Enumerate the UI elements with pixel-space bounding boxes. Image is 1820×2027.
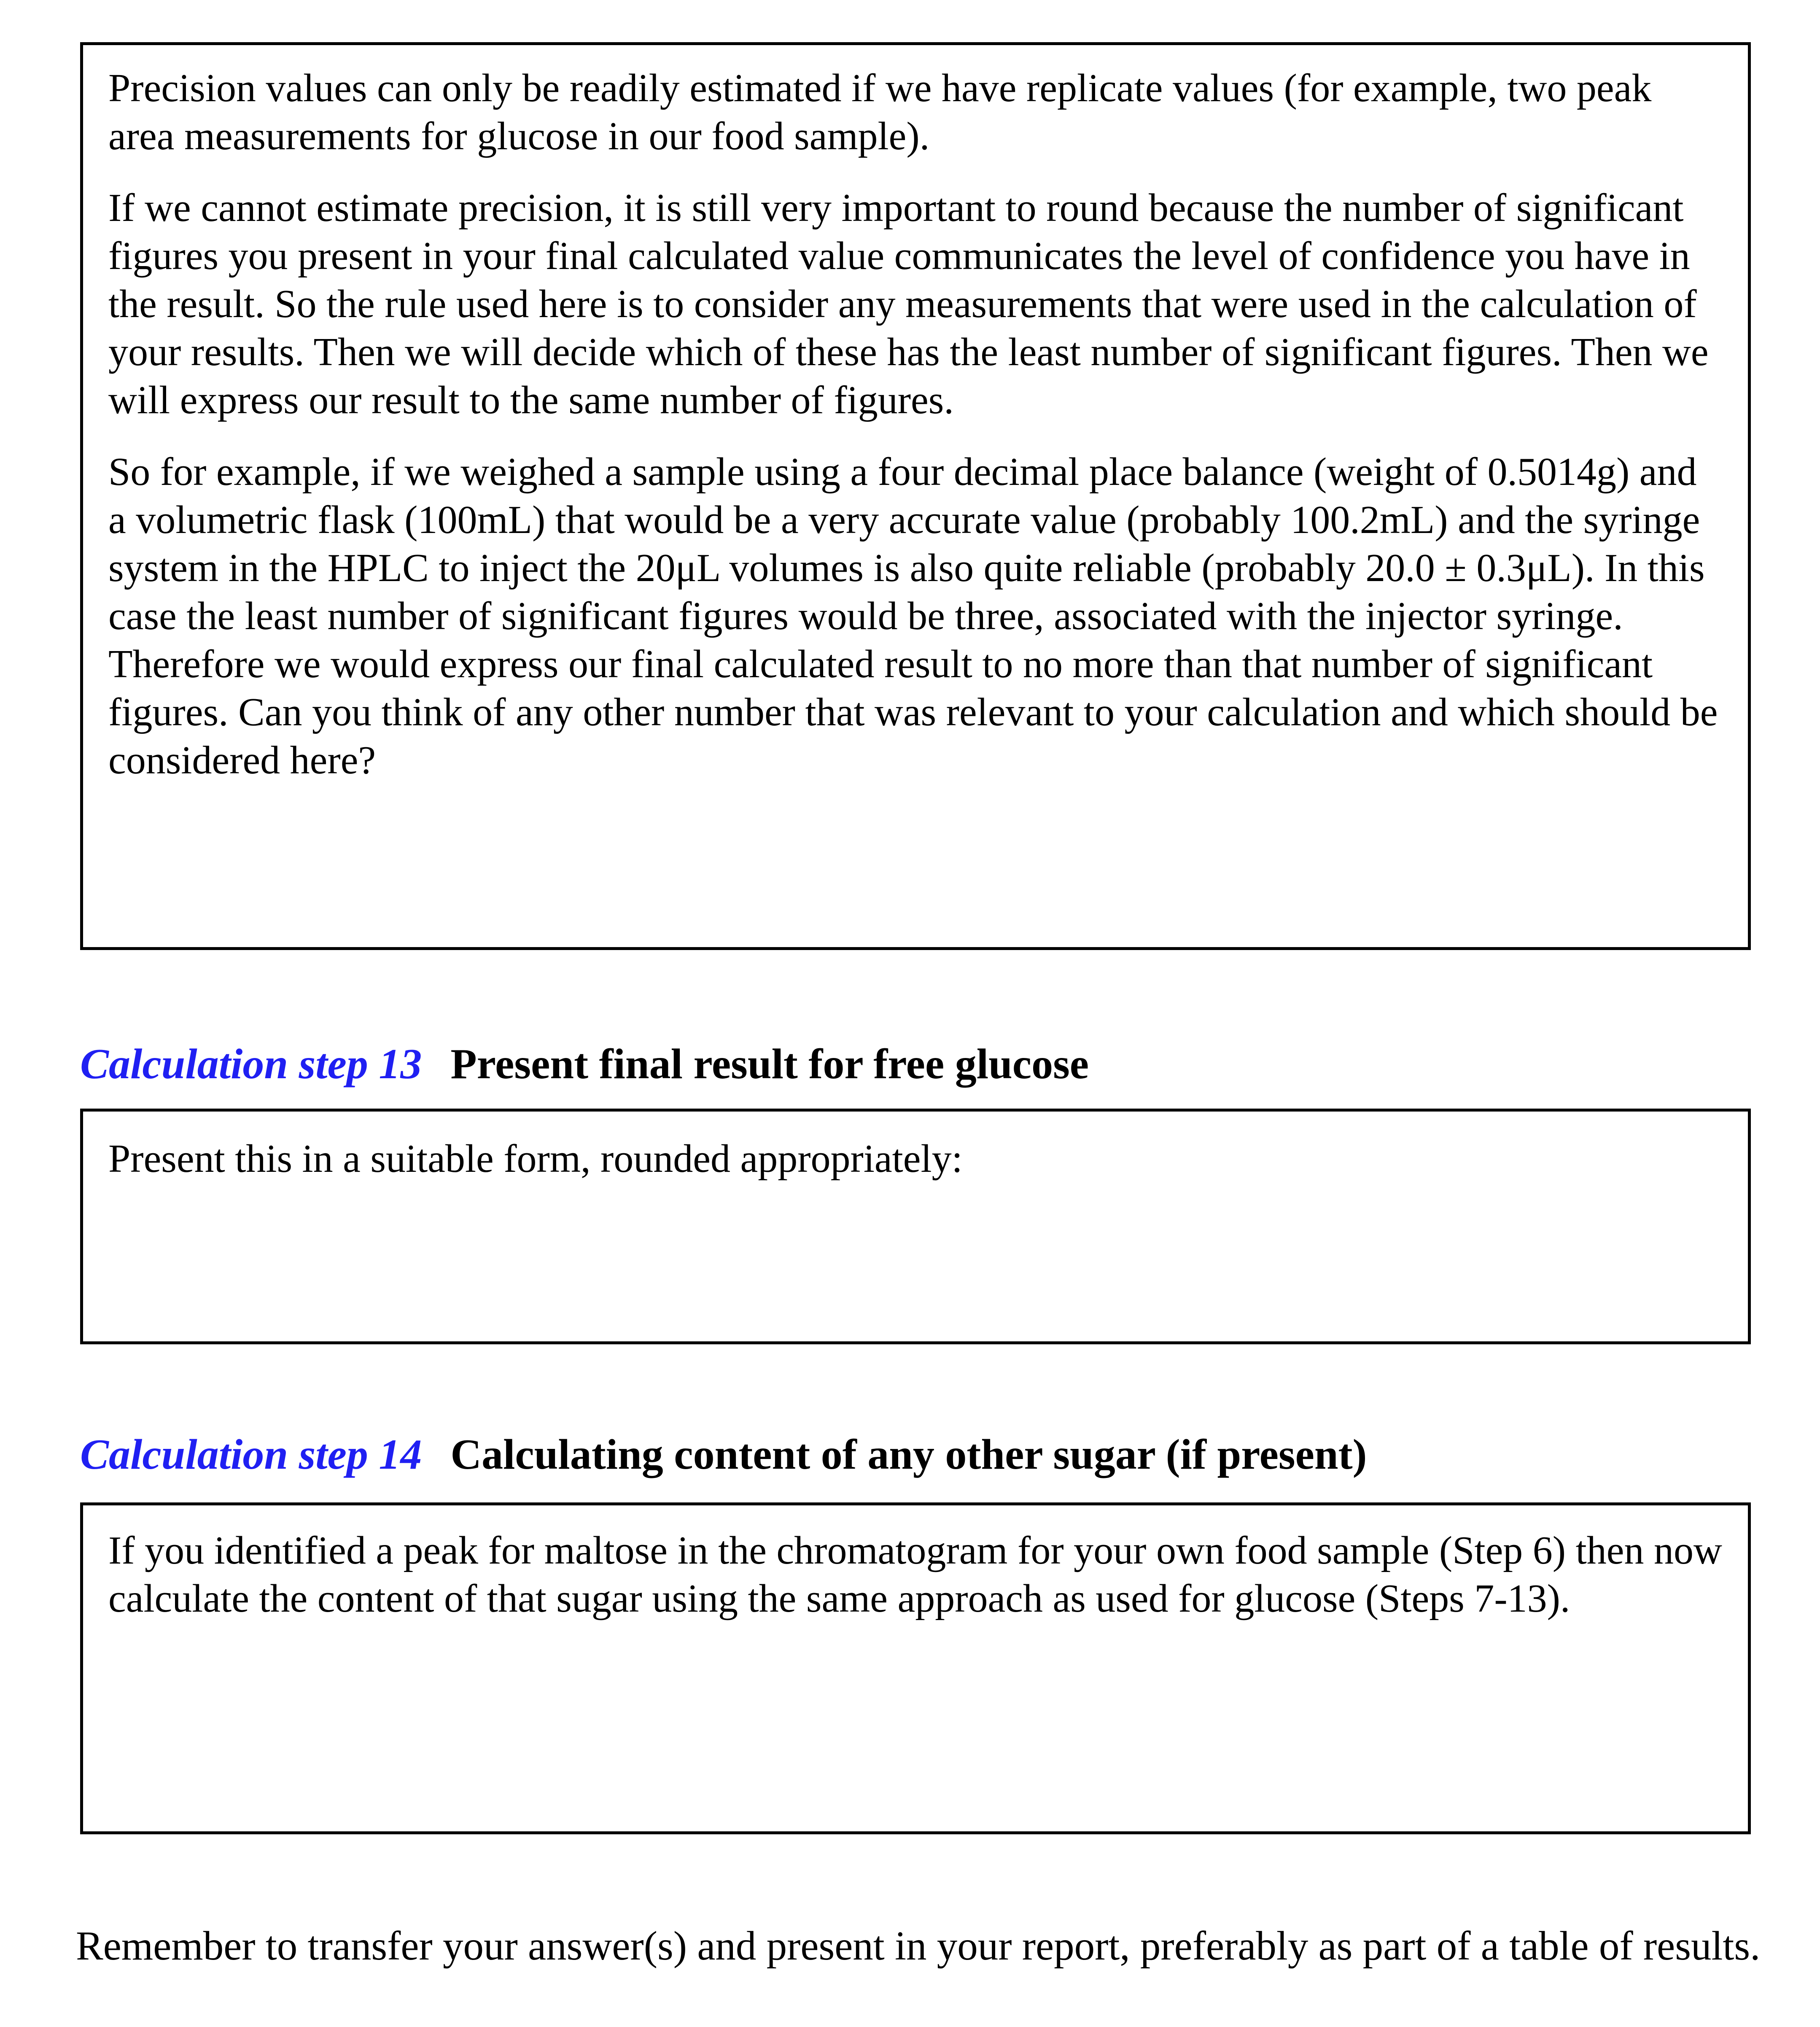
info-paragraph-rounding-rule: If we cannot estimate precision, it is still very important to round because the number of significant figures you present in your final calculated value communicates the level of confidence you have in the result. So the rule used here is to consider any measurements that were used in the calculation of your results. Then we will decide which of these has the least number of significant figures. Then we will express our result to the same number of figures.: [108, 186, 1709, 422]
footer-reminder-note: Remember to transfer your answer(s) and present in your report, preferably as part of a table of results.: [76, 1923, 1761, 1968]
step-13-title: Present final result for free glucose: [450, 1040, 1089, 1088]
calculation-step-13-heading: [80, 1038, 1089, 1090]
calculation-step-14-heading: [80, 1429, 1367, 1481]
step-13-label: Calculation step 13: [80, 1040, 422, 1088]
info-paragraph-example: So for example, if we weighed a sample using a four decimal place balance (weight of 0.5014g) and a volumetric flask (100mL) that would be a very accurate value (probably 100.2mL) and the syringe system in the HPLC to inject the 20μL volumes is also quite reliable (probably 20.0 ± 0.3μL). In this case the least number of significant figures would be three, associated with the injector syringe. Therefore we would express our final calculated result to no more than that number of significant figures. Can you think of any other number that was relevant to your calculation and which should be considered here?: [108, 450, 1718, 782]
info-paragraph-precision: Precision values can only be readily estimated if we have replicate values (for example, two peak area measurements for glucose in our food sample).: [108, 66, 1652, 158]
step-14-prompt: If you identified a peak for maltose in the chromatogram for your own food sample (Step 6) then now calculate the content of that sugar using the same approach as used for glucose (Steps 7-13).: [108, 1529, 1722, 1621]
precision-info-box: [80, 42, 1751, 950]
answer-box-step-13[interactable]: [80, 1109, 1751, 1344]
step-13-prompt: Present this in a suitable form, rounded appropriately:: [108, 1137, 963, 1181]
answer-box-step-14[interactable]: [80, 1502, 1751, 1834]
step-14-label: Calculation step 14: [80, 1431, 422, 1478]
step-14-title: Calculating content of any other sugar (if present): [450, 1431, 1367, 1478]
